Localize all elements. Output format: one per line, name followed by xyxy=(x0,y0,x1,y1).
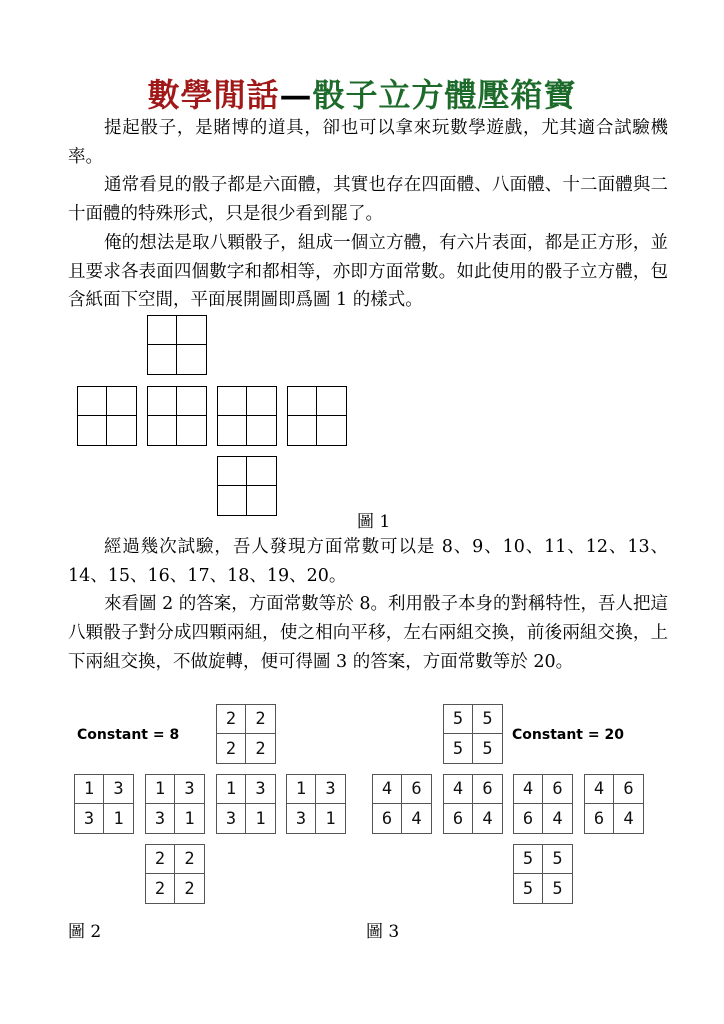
die-value: 2 xyxy=(184,878,195,899)
die-value: 4 xyxy=(585,775,614,804)
die-value: 3 xyxy=(287,804,316,833)
fig3-face-bottom xyxy=(513,844,573,904)
paragraph-1: 提起骰子，是賭博的道具，卻也可以拿來玩數學遊戲，尤其適合試驗機率。 xyxy=(68,118,668,167)
net-face-bottom xyxy=(217,456,277,516)
net-face-top xyxy=(147,315,207,375)
die-value: 4 xyxy=(373,775,402,804)
paragraph-5: 來看圖 2 的答案，方面常數等於 8。利用骰子本身的對稱特性，吾人把這八顆骰子對分成四顆兩組，使之相向平移，左右兩組交換，前後兩組交換，上下兩組交換，不做旋轉，便可得圖 3 的答案，方面常數等於 20。 xyxy=(68,594,668,672)
die-value: 1 xyxy=(146,775,175,804)
fig3-face-front xyxy=(443,774,503,834)
die-value: 2 xyxy=(217,734,246,763)
die-value: 1 xyxy=(75,775,104,804)
die-value: 4 xyxy=(482,808,493,829)
die-value: 4 xyxy=(514,775,543,804)
die-value: 6 xyxy=(585,804,614,833)
fig3-face-left xyxy=(372,774,432,834)
page-title xyxy=(0,70,724,116)
die-value: 6 xyxy=(614,775,643,804)
constant-label-20: Constant = 20 xyxy=(512,727,624,743)
die-value: 3 xyxy=(146,804,175,833)
title-dash: — xyxy=(279,76,313,114)
die-value: 6 xyxy=(514,804,543,833)
constant-label-8: Constant = 8 xyxy=(77,727,180,743)
title-part-1: 數學閒話 xyxy=(147,76,280,114)
fig3-face-back xyxy=(584,774,644,834)
die-value: 5 xyxy=(444,734,473,763)
die-value: 5 xyxy=(543,845,572,874)
fig2-face-front xyxy=(145,774,205,834)
die-value: 2 xyxy=(146,874,175,903)
die-value: 5 xyxy=(552,878,563,899)
fig3-face-right xyxy=(513,774,573,834)
die-value: 2 xyxy=(175,845,204,874)
body-text xyxy=(68,533,668,677)
die-value: 3 xyxy=(75,804,104,833)
figure-1-caption: 圖 1 xyxy=(357,512,391,532)
die-value: 6 xyxy=(543,775,572,804)
die-value: 1 xyxy=(255,808,266,829)
die-value: 5 xyxy=(473,705,502,734)
die-value: 3 xyxy=(316,775,345,804)
die-value: 3 xyxy=(246,775,275,804)
figure-3-caption: 圖 3 xyxy=(366,922,400,942)
die-value: 5 xyxy=(482,738,493,759)
die-value: 4 xyxy=(552,808,563,829)
die-value: 3 xyxy=(175,775,204,804)
fig2-face-back xyxy=(286,774,346,834)
die-value: 6 xyxy=(402,775,431,804)
die-value: 1 xyxy=(184,808,195,829)
die-value: 4 xyxy=(444,775,473,804)
die-value: 4 xyxy=(623,808,634,829)
die-value: 1 xyxy=(325,808,336,829)
fig2-face-bottom xyxy=(145,844,205,904)
die-value: 5 xyxy=(514,874,543,903)
net-face-back xyxy=(287,386,347,446)
die-value: 5 xyxy=(514,845,543,874)
intro-text xyxy=(68,114,668,315)
die-value: 4 xyxy=(411,808,422,829)
net-face-front xyxy=(147,386,207,446)
die-value: 2 xyxy=(255,738,266,759)
die-value: 1 xyxy=(287,775,316,804)
die-value: 1 xyxy=(113,808,124,829)
die-value: 3 xyxy=(217,804,246,833)
title-part-2: 骰子立方體壓箱寶 xyxy=(312,76,577,114)
figure-2-caption: 圖 2 xyxy=(68,922,102,942)
paragraph-3: 俺的想法是取八顆骰子，組成一個立方體，有六片表面，都是正方形，並且要求各表面四個數字和都相等，亦即方面常數。如此使用的骰子立方體，包含紙面下空間，平面展開圖即爲圖 1 的樣式。 xyxy=(68,232,668,311)
paragraph-2: 通常看見的骰子都是六面體，其實也存在四面體、八面體、十二面體與二十面體的特殊形式，只是很少看到罷了。 xyxy=(68,175,668,225)
die-value: 6 xyxy=(473,775,502,804)
die-value: 5 xyxy=(444,705,473,734)
die-value: 6 xyxy=(373,804,402,833)
die-value: 1 xyxy=(217,775,246,804)
fig2-face-left xyxy=(74,774,134,834)
net-face-right xyxy=(217,386,277,446)
paragraph-4: 經過幾次試驗，吾人發現方面常數可以是 8、9、10、11、12、13、14、15、16、17、18、19、20。 xyxy=(68,537,668,586)
die-value: 3 xyxy=(104,775,133,804)
fig3-face-top xyxy=(443,704,503,764)
die-value: 2 xyxy=(246,705,275,734)
die-value: 2 xyxy=(217,705,246,734)
die-value: 2 xyxy=(146,845,175,874)
fig2-face-right xyxy=(216,774,276,834)
fig2-face-top xyxy=(216,704,276,764)
die-value: 6 xyxy=(444,804,473,833)
net-face-left xyxy=(77,386,137,446)
